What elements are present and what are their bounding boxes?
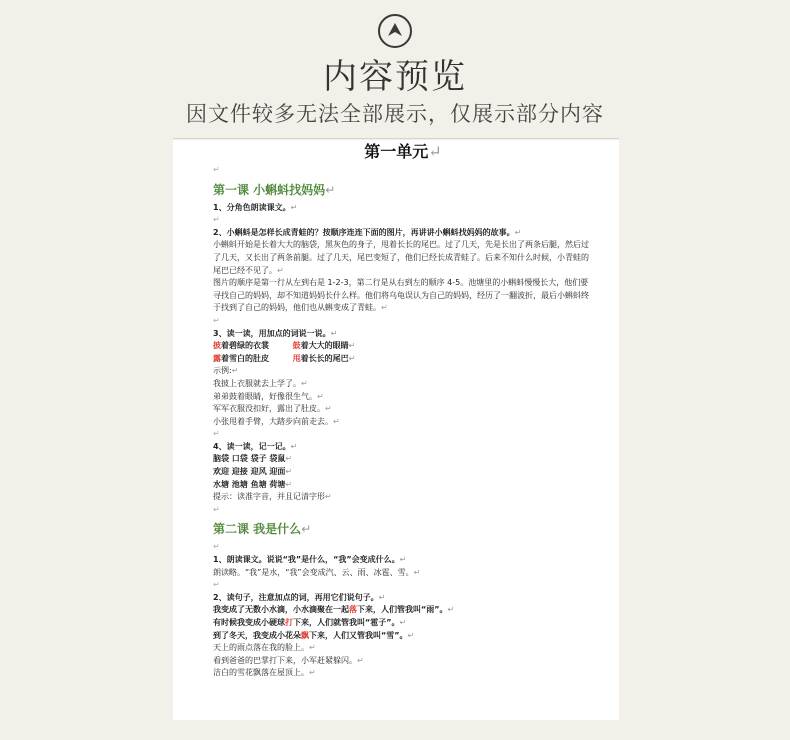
- phrase-row: 露着雪白的肚皮 甩着长长的尾巴↵: [213, 353, 356, 363]
- example-label: 示例:↵: [213, 366, 239, 376]
- example-sentence: 军军衣服没扣好，露出了肚皮。↵: [213, 404, 332, 414]
- blank-line: ↵: [213, 580, 220, 590]
- question: 2、小蝌蚪是怎样长成青蛙的？按顺序连连下面的图片，再讲讲小蝌蚪找妈妈的故事。↵: [213, 227, 522, 237]
- page-title: 内容预览: [323, 57, 467, 97]
- answer-line: 朗读略。“我”是水，“我”会变成汽、云、雨、冰雹、雪。↵: [213, 567, 421, 577]
- sentence: 到了冬天，我变成小花朵飘下来，人们又管我叫“雪”。↵: [213, 630, 415, 640]
- unit-title: 第一单元↵: [364, 142, 442, 161]
- answer-paragraph: 小蝌蚪开始是长着大大的脑袋，黑灰色的身子，甩着长长的尾巴。过了几天，先是长出了两条后腿，然后过了几天，又长出了两条前腿。过了几天，尾巴变短了，他们已经长成青蛙了。后来不知什么时候，小青蛙的尾巴已经不见了。↵: [213, 240, 589, 275]
- lesson-title: 第二课 我是什么↵: [213, 522, 312, 537]
- question: 1、朗读课文。说说“我”是什么，“我”会变成什么。↵: [213, 555, 407, 565]
- tip-text: 提示：读准字音，并且记清字形↵: [213, 492, 332, 502]
- blank-line: ↵: [213, 429, 220, 439]
- word-row: 脑袋 口袋 袋子 袋鼠↵: [213, 454, 293, 464]
- example-sentence: 弟弟鼓着眼睛，好像很生气。↵: [213, 391, 324, 401]
- document-preview[interactable]: [173, 140, 619, 720]
- question: 1、分角色朗读课文。↵: [213, 202, 298, 212]
- phrase-row: 披着碧绿的衣裳 鼓着大大的眼睛↵: [213, 341, 356, 351]
- blank-line: ↵: [213, 315, 220, 325]
- question: 4、读一读，记一记。↵: [213, 441, 298, 451]
- up-arrow-circle-icon: [378, 14, 412, 48]
- example-sentence: 洁白的雪花飘落在屋顶上。↵: [213, 668, 316, 678]
- blank-line: ↵: [213, 542, 220, 552]
- example-sentence: 小张甩着手臂，大踏步向前走去。↵: [213, 416, 340, 426]
- answer-paragraph: 图片的顺序是第一行从左到右是 1-2-3，第二行是从右到左的顺序 4-5。池塘里的小蝌蚪慢慢长大，他们要寻找自己的妈妈，却不知道妈妈长什么样。他们将乌龟误认为自己的妈妈，经历了一翻波折，最后小蝌蚪终于找到了自己的妈妈，他们也从蝌变成了青蛙。↵: [213, 278, 589, 313]
- example-sentence: 看到爸爸的巴掌打下来，小军赶紧躲闪。↵: [213, 655, 364, 665]
- preview-header: [0, 0, 790, 140]
- header-divider: [173, 138, 619, 139]
- document-content: [213, 140, 593, 680]
- example-sentence: 我披上衣服就去上学了。↵: [213, 378, 308, 388]
- sentence: 我变成了无数小水滴，小水滴聚在一起落下来，人们管我叫“雨”。↵: [213, 605, 455, 615]
- word-row: 欢迎 迎接 迎风 迎面↵: [213, 467, 293, 477]
- page-subtitle: 因文件较多无法全部展示，仅展示部分内容: [186, 102, 604, 126]
- blank-line: ↵: [213, 165, 220, 174]
- blank-line: ↵: [213, 504, 220, 514]
- question: 3、读一读，用加点的词说一说。↵: [213, 328, 338, 338]
- example-sentence: 天上的雨点落在我的脸上。↵: [213, 643, 316, 653]
- lesson-title: 第一课 小蝌蚪找妈妈↵: [213, 182, 336, 197]
- word-row: 水塘 池塘 鱼塘 荷塘↵: [213, 479, 293, 489]
- blank-line: ↵: [213, 215, 220, 225]
- question: 2、读句子，注意加点的词，再用它们说句子。↵: [213, 592, 386, 602]
- sentence: 有时候我变成小硬球打下来，人们就管我叫“雹子”。↵: [213, 618, 407, 627]
